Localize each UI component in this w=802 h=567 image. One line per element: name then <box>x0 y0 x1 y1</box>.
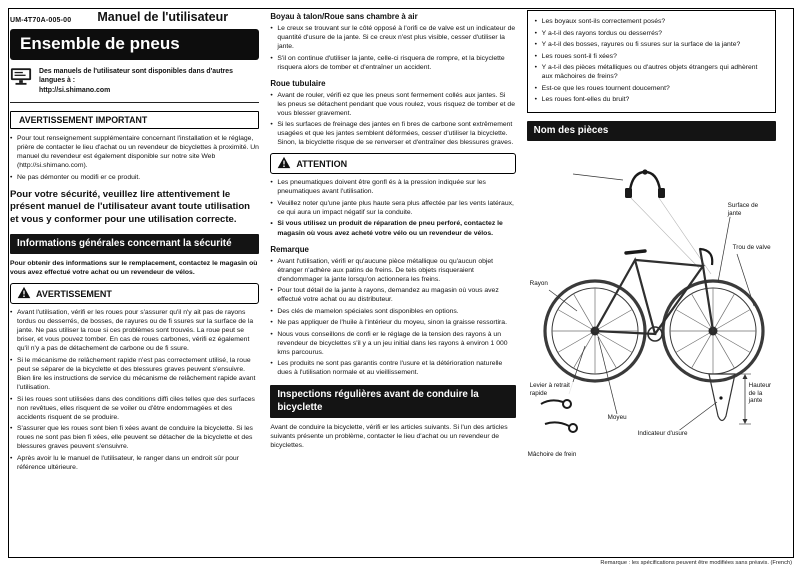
caution-bullet: • Les pneumatiques doivent être gonfl és à la pression indiquée sur les pneumatiques avant l'utilisation. <box>270 178 515 196</box>
caution-label-box <box>270 153 515 174</box>
important-warning-title: AVERTISSEMENT IMPORTANT <box>10 111 259 129</box>
warning-label-text: AVERTISSEMENT <box>36 288 112 299</box>
left-column <box>10 10 259 476</box>
label-wear-indicator: Indicateur d'usure <box>637 430 697 437</box>
label-brake-arm: Mâchoire de frein <box>527 451 577 459</box>
checklist-item: • Les roues font-elles du bruit? <box>535 95 768 104</box>
general-safety-intro: Pour obtenir des informations sur le remplacement, contactez le magasin où vous avez effectué votre achat ou un revendeur de vélos. <box>10 260 258 277</box>
bicycle-diagram-art <box>527 146 775 446</box>
document-header <box>10 10 259 24</box>
section-general-safety: Informations générales concernant la sécurité <box>10 234 259 254</box>
spec-change-footnote: Remarque : les spécifications peuvent être modifiées sans préavis. (French) <box>600 560 792 566</box>
safety-read-note: Pour votre sécurité, veuillez lire attentivement le présent manuel de l'utilisateur avant toute utilisation et vous y conformer pour une utilisation correcte. <box>10 188 251 225</box>
tubular-bullet: • Avant de rouler, vérifi ez que les pneus sont fermement collés aux jantes. Si les pneus se détachent pendant que vous roulez, vous risquez de tomber et de vous blesser gravement. <box>270 91 515 118</box>
note-bullet: • Ne pas appliquer de l'huile à l'intérieur du moyeu, sinon la graisse ressortira. <box>270 318 515 327</box>
inspection-checklist-box <box>527 10 776 113</box>
caution-label-text: ATTENTION <box>296 158 348 169</box>
monitor-icon <box>10 67 32 91</box>
clincher-heading: Boyau à talon/Roue sans chambre à air <box>270 12 418 21</box>
label-valve-hole: Trou de valve <box>732 244 771 252</box>
warning-bullet: • Après avoir lu le manuel de l'utilisateur, le ranger dans un endroit sûr pour référence ultérieure. <box>10 454 259 472</box>
warning-triangle-icon <box>277 156 291 171</box>
page-title: Ensemble de pneus <box>10 29 259 60</box>
note-bullet: • Avant l'utilisation, vérifi er qu'aucune pièce métallique ou qu'aucun objet étranger n'adhère aux patins de freins. De tels objets risqueraient d'endommager la jante lorsqu'on actionnera les freins. <box>270 257 515 284</box>
section-inspections: Inspections régulières avant de conduire la bicyclette <box>270 385 515 417</box>
warning-triangle-icon <box>17 286 31 301</box>
caution-bullet: • Veuillez noter qu'une jante plus haute sera plus affectée par les vents latéraux, ce qui aura un impact négatif sur la conduite. <box>270 199 515 217</box>
inspections-intro: Avant de conduire la bicyclette, vérifi er les articles suivants. Si l'un des articles suivants présente un problème, contacter le lieu d'achat ou un revendeur de bicyclettes. <box>270 423 508 449</box>
page-content <box>10 10 776 476</box>
tubular-bullet: • Si les surfaces de freinage des jantes en fi bres de carbone sont extrêmement usagées et que les jantes semblent déformées, cesser d'utiliser la bicyclette. Sinon, la bicyclette risque de se renverser et d'entraîner des blessures graves. <box>270 120 515 147</box>
label-rim-surface: Surface de jante <box>727 202 773 216</box>
important-bullet: • Pour tout renseignement supplémentaire concernant l'installation et le réglage, prière de contacter le lieu d'achat ou un revendeur de bicyclettes à proximité. Un manuel du revendeur est également disponible sur notre site Web (http://si.shimano.com). <box>10 134 259 170</box>
languages-note-text: Des manuels de l'utilisateur sont disponibles dans d'autres langues à : <box>39 68 233 85</box>
checklist-item: • Les roues sont-il fi xées? <box>535 52 768 61</box>
note-bullet: • Pour tout détail de la jante à rayons, demandez au magasin où vous avez effectué votre achat ou au distributeur. <box>270 286 515 304</box>
label-rim-height: Hauteur de la jante <box>748 382 775 404</box>
manual-type-title: Manuel de l'utilisateur <box>97 10 229 24</box>
checklist-item: • Y a-t-il des rayons tordus ou desserrés? <box>535 29 768 38</box>
document-code: UM-4T70A-005-00 <box>10 17 72 24</box>
important-bullet: • Ne pas démonter ou modifi er ce produit. <box>10 173 259 182</box>
inspection-checklist <box>535 17 768 104</box>
caution-list <box>270 178 515 237</box>
tubular-list <box>270 91 515 148</box>
label-spoke: Rayon <box>529 280 565 287</box>
label-hub: Moyeu <box>607 414 643 421</box>
note-bullet: • Nous vous conseillons de confi er le réglage de la tension des rayons à un revendeur de bicyclettes s'il y a un jeu initial dans les rayons à environ 1 000 kms parcourus. <box>270 330 515 357</box>
label-quick-release: Levier à retrait rapide <box>529 382 587 396</box>
caution-bullet-bold: • Si vous utilisez un produit de réparation de pneu perforé, contactez le magasin où vous avez acheté votre vélo ou un revendeur de vélos. <box>270 219 515 237</box>
warning-bullet: • Avant l'utilisation, vérifi er les roues pour s'assurer qu'il n'y ait pas de rayons tordus ou desserrés, de bosses, de rayures ou de fi ssures sur la surface de la jante. Ne pas utiliser la roue si ces problèmes sont trouvés. La roue peut se briser, et vous pouvez tomber. En cas de roues carbones, vérifi ez également qu'il n'y a pas de détachement de carbone ou de fi ssure. <box>10 308 259 353</box>
languages-note-block <box>10 67 259 103</box>
right-column <box>527 10 776 476</box>
parts-diagram <box>527 146 775 459</box>
clincher-bullet: • S'il on continue d'utiliser la jante, celle-ci risquera de rompre, et la bicyclette risquera alors de tomber et d'entraîner un accident. <box>270 54 515 72</box>
clincher-bullet: • Le creux se trouvant sur le côté opposé à l'orifi ce de valve est un indicateur de quantité d'usure de la jante. Si ce creux n'est plus visible, cesser d'utiliser la jante. <box>270 24 515 51</box>
warning-bullet: • Si le mécanisme de relâchement rapide n'est pas correctement utilisé, la roue peut se séparer de la bicyclette et des blessures graves peuvent s'ensuivre. Bien lire les instructions de service du mécanisme de relâchement rapide avant l'utilisation. <box>10 356 259 392</box>
note-list <box>270 257 515 378</box>
middle-column <box>270 10 515 476</box>
languages-url-link[interactable]: http://si.shimano.com <box>39 86 111 94</box>
note-bullet: • Des clés de mamelon spéciales sont disponibles en options. <box>270 307 515 316</box>
clincher-list <box>270 24 515 72</box>
checklist-item: • Est-ce que les roues tournent doucement? <box>535 84 768 93</box>
warning-bullet: • Si les roues sont utilisées dans des conditions diffi ciles telles que des surfaces non revêtues, elles risquent de se voiler ou d'être endommagées et des accidents risquent de se produire. <box>10 395 259 422</box>
section-part-names: Nom des pièces <box>527 121 776 141</box>
important-warning-list <box>10 134 259 182</box>
tubular-heading: Roue tubulaire <box>270 78 326 88</box>
checklist-item: • Y a-t-il des pièces métalliques ou d'autres objets étrangers qui adhèrent aux mâchoires de freins? <box>535 63 768 81</box>
note-bullet: • Les produits ne sont pas garantis contre l'usure et la détérioration naturelle dues à l'utilisation normale et au vieillissement. <box>270 359 515 377</box>
checklist-item: • Y a-t-il des bosses, rayures ou fi ssures sur la surface de la jante? <box>535 40 768 49</box>
warning-label-box <box>10 283 259 304</box>
warning-list <box>10 308 259 472</box>
note-heading: Remarque <box>270 244 309 254</box>
warning-bullet: • S'assurer que les roues sont bien fi xées avant de conduire la bicyclette. Si les roues ne sont pas bien fi xées, elle peuvent se détacher de la bicyclette et des blessures graves peuvent s'ensuivre. <box>10 424 259 451</box>
checklist-item: • Les boyaux sont-ils correctement posés? <box>535 17 768 26</box>
